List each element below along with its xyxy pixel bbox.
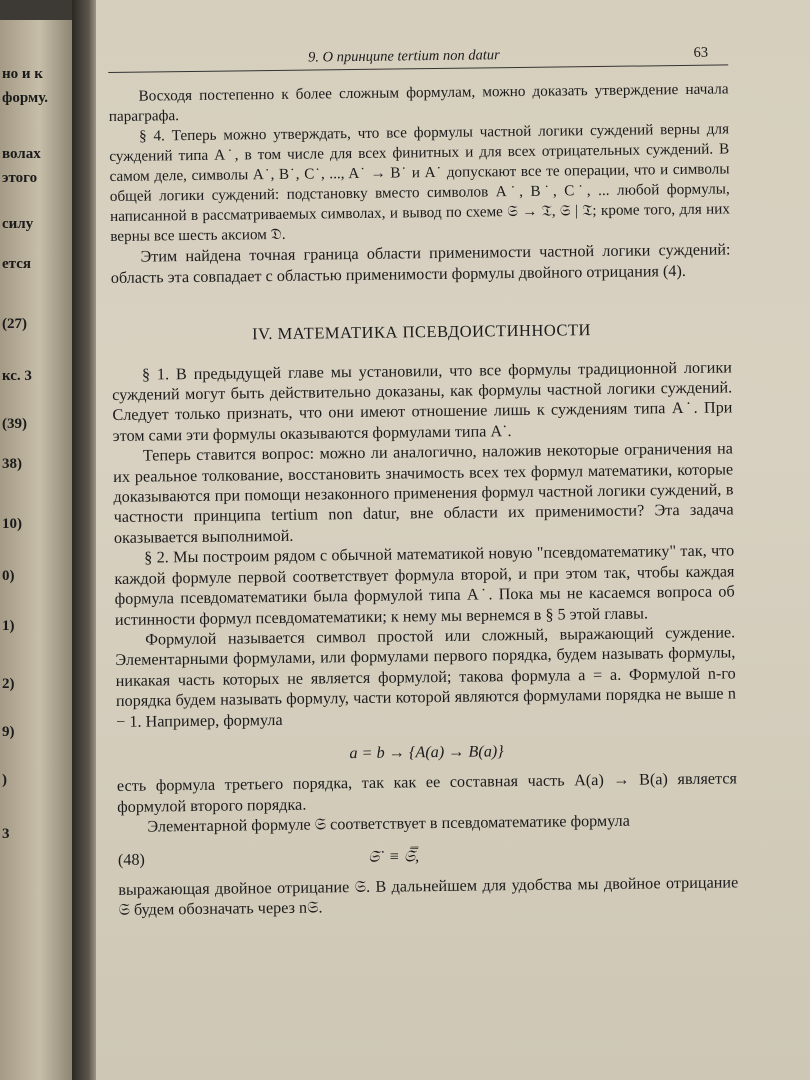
left-page-fragment: 38): [2, 456, 22, 472]
left-page-fragment: 1): [2, 618, 15, 634]
left-page-fragment: (27): [2, 316, 27, 332]
equation-expression: 𝔖˙ ≡ 𝔖̿,: [367, 846, 420, 866]
left-page-fragment: форму.: [2, 90, 48, 106]
left-page-fragment: 9): [2, 724, 15, 740]
left-page-fragment: 2): [2, 676, 15, 692]
page-content: [108, 42, 739, 920]
chapter-title: IV. МАТЕМАТИКА ПСЕВДОИСТИННОСТИ: [251, 320, 592, 344]
paragraph: § 4. Теперь можно утверждать, что все формулы частной логики суждений верны для суждений типа A˙, в том числе для всех финитных и для всех отрицательных суждений. В самом деле, символы A˙, B˙, C˙, ..., A˙ → B˙ и A˙ допускают все те операции, что и символы общей логики суждений: подстановку вместо символов A˙, B˙, C˙, ... любой формулы, написанной в рассматриваемых символах, и вывод по схеме 𝔖 → 𝔗, 𝔖 | 𝔗; кроме того, для них верны все шесть аксиом 𝔇.: [109, 120, 731, 246]
book-page: [96, 0, 810, 1080]
paragraph: Формулой называется символ простой или сложный, выражающий суждение. Элементарными формулами, или формулами первого порядка, будем называть формулы, никакая часть которых не является формулой; такова формула a = a. Формулой n-го порядка будем называть формулу, части которой являются формулами порядка не выше n − 1. Например, формула: [115, 623, 737, 731]
left-page-fragment: (39): [2, 416, 27, 432]
left-page-fragment: ): [2, 772, 7, 788]
paragraph: Восходя постепенно к более сложным формулам, можно доказать утверждение начала параграфа.: [108, 80, 729, 126]
display-formula: a = b → {A(a) → B(a)}: [349, 742, 504, 763]
left-page-fragment: ется: [2, 256, 31, 272]
left-page-fragment: 3: [2, 826, 10, 842]
running-title: 9. О принципе tertium non datur: [308, 47, 500, 66]
paragraph: § 1. В предыдущей главе мы установили, что все формулы традиционной логики суждений могут быть действительно доказаны, как формулы частной логики суждений. Следует только признать, что они имеют отношение лишь к суждениям типа A˙. При этом сами эти формулы оказываются формулами типа A˙.: [112, 358, 733, 445]
running-header: [108, 42, 728, 73]
left-page-fragment: но и к: [2, 66, 43, 82]
paragraph: Элементарной формуле 𝔖 соответствует в псевдоматематике формула: [147, 811, 630, 836]
left-page-fragment: силу: [2, 216, 34, 232]
equation-number: (48): [117, 850, 145, 869]
left-page-fragment: 0): [2, 568, 15, 584]
paragraph: Теперь ставится вопрос: можно ли аналогично, наложив некоторые ограничения на их реальное толкование, восстановить значимость всех тех формул математики, которые доказываются при помощи незаконного применения формул частной логики суждений, в частности принципа tertium non datur, вне области их применимости? Эта задача оказывается выполнимой.: [113, 439, 734, 547]
paragraph: выражающая двойное отрицание 𝔖. В дальнейшем для удобства мы двойное отрицание 𝔖 будем обозначать через n𝔖.: [118, 873, 739, 920]
left-page-fragment: волах: [2, 146, 41, 162]
left-page-fragment: кс. 3: [2, 368, 32, 384]
paragraph: Этим найдена точная граница области применимости частной логики суждений: область эта совпадает с областью применимости формулы двойного отрицания (4).: [110, 240, 731, 287]
paragraph: § 2. Мы построим рядом с обычной математикой новую "псевдоматематику" так, что каждой формуле первой соответствует формула второй, и при этом так, чтобы каждая формула псевдоматематики была формулой типа A˙. Пока мы не касаемся вопроса об истинности формул псевдоматематики; к нему мы вернемся в § 5 этой главы.: [114, 541, 735, 629]
page-number: 63: [693, 44, 709, 61]
left-page-fragment: этого: [2, 170, 38, 186]
left-page-fragment: 10): [2, 516, 22, 532]
numbered-equation: [118, 842, 738, 870]
left-page: [0, 20, 72, 1080]
paragraph: есть формула третьего порядка, так как ее составная часть A(a) → B(a) является формулой второго порядка.: [116, 769, 738, 816]
